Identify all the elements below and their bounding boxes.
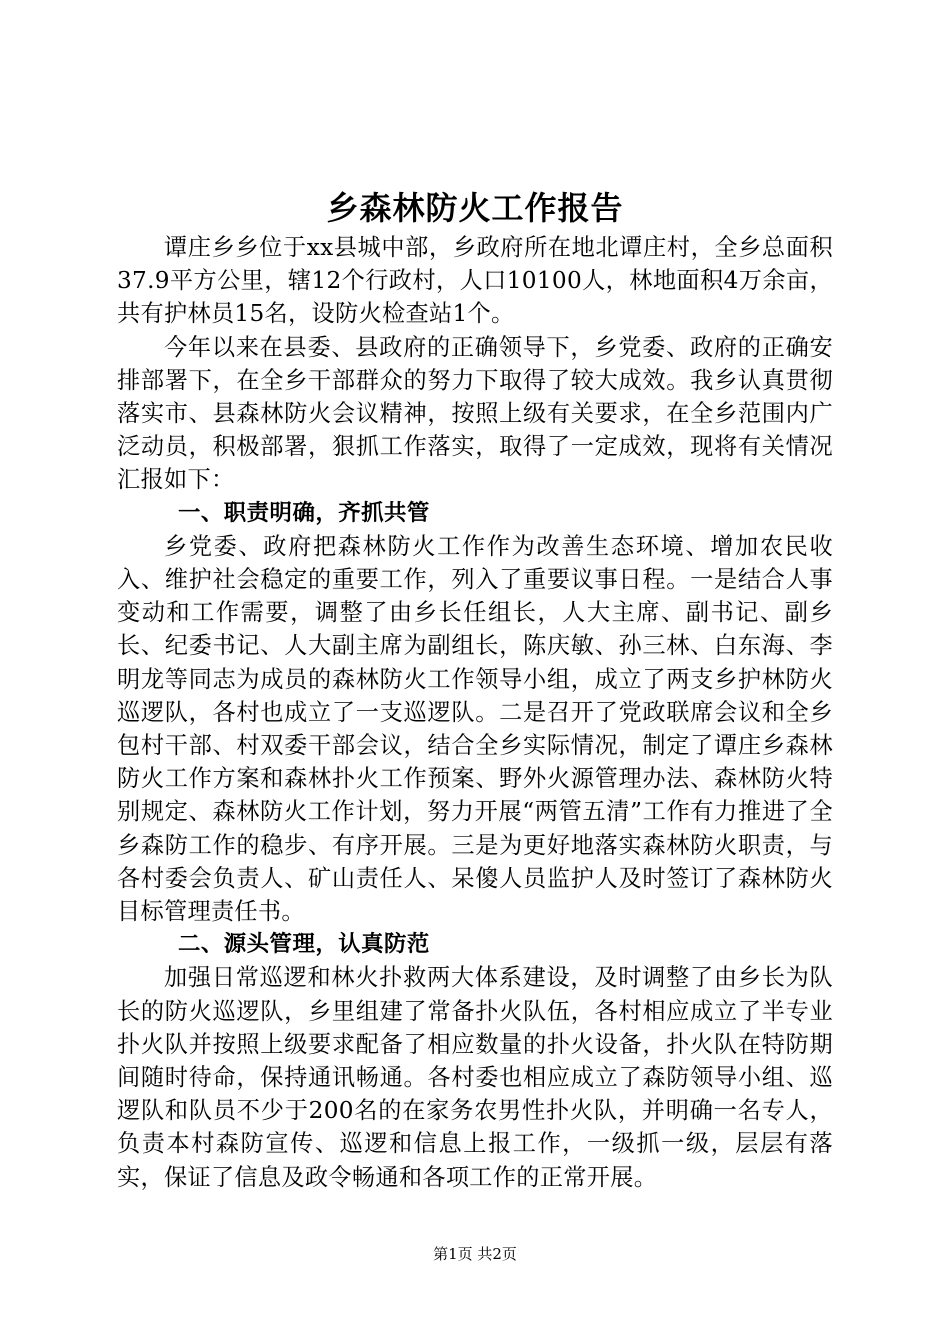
section-2-heading: 二、源头管理，认真防范	[178, 931, 430, 958]
intro-paragraph: 谭庄乡乡位于xx县城中部，乡政府所在地北谭庄村，全乡总面积37.9平方公里，辖12个行政村，人口10100人，林地面积4万余亩，共有护林员15名，设防火检查站1个。	[117, 234, 833, 328]
section-1-heading: 一、职责明确，齐抓共管	[178, 499, 430, 526]
document-title: 乡森林防火工作报告	[326, 189, 624, 227]
document-body	[117, 231, 833, 1194]
page-footer: 第1页 共2页	[433, 1245, 517, 1263]
overview-paragraph: 今年以来在县委、县政府的正确领导下，乡党委、政府的正确安排部署下，在全乡干部群众的努力下取得了较大成效。我乡认真贯彻落实市、县森林防火会议精神，按照上级有关要求，在全乡范围内广泛动员，积极部署，狠抓工作落实，取得了一定成效，现将有关情况汇报如下：	[117, 333, 833, 494]
section-1-paragraph: 乡党委、政府把森林防火工作作为改善生态环境、增加农民收入、维护社会稳定的重要工作，列入了重要议事日程。一是结合人事变动和工作需要，调整了由乡长任组长，人大主席、副书记、副乡长、纪委书记、人大副主席为副组长，陈庆敏、孙三林、白东海、李明龙等同志为成员的森林防火工作领导小组，成立了两支乡护林防火巡逻队，各村也成立了一支巡逻队。二是召开了党政联席会议和全乡包村干部、村双委干部会议，结合全乡实际情况，制定了谭庄乡森林防火工作方案和森林扑火工作预案、野外火源管理办法、森林防火特别规定、森林防火工作计划，努力开展“两管五清”工作有力推进了全乡森防工作的稳步、有序开展。三是为更好地落实森林防火职责，与各村委会负责人、矿山责任人、呆傻人员监护人及时签订了森林防火目标管理责任书。	[117, 532, 833, 926]
section-2-paragraph: 加强日常巡逻和林火扑救两大体系建设，及时调整了由乡长为队长的防火巡逻队，乡里组建了常备扑火队伍，各村相应成立了半专业扑火队并按照上级要求配备了相应数量的扑火设备，扑火队在特防期间随时待命，保持通讯畅通。各村委也相应成立了森防领导小组、巡逻队和队员不少于200名的在家务农男性扑火队，并明确一名专人，负责本村森防宣传、巡逻和信息上报工作，一级抓一级，层层有落实，保证了信息及政令畅通和各项工作的正常开展。	[117, 964, 833, 1191]
